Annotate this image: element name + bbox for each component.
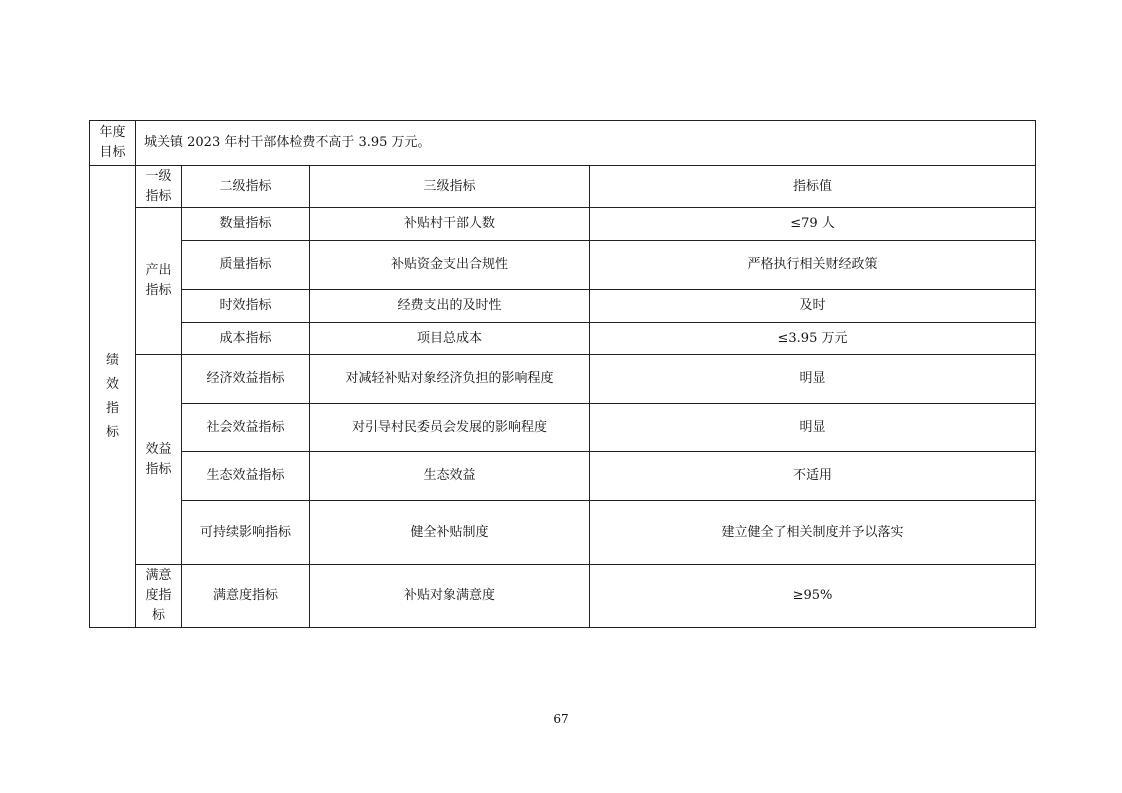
header-level1-cell	[136, 166, 182, 208]
level3-cell: 对引导村民委员会发展的影响程度	[310, 404, 590, 452]
table-row	[90, 501, 1036, 565]
table-row	[90, 404, 1036, 452]
annual-goal-label-cell	[90, 121, 136, 166]
header-value: 指标值	[590, 166, 1036, 208]
value-cell: 建立健全了相关制度并予以落实	[590, 501, 1036, 565]
value-cell: ≥95%	[590, 565, 1036, 628]
level2-cell: 数量指标	[182, 208, 310, 241]
annual-goal-text: 城关镇 2023 年村干部体检费不高于 3.95 万元。	[136, 121, 1036, 166]
table-row	[90, 290, 1036, 323]
performance-label: 绩效指标	[105, 352, 119, 440]
level2-cell: 社会效益指标	[182, 404, 310, 452]
performance-label-cell	[90, 166, 136, 628]
value-cell: 明显	[590, 355, 1036, 404]
annual-goal-row	[90, 121, 1036, 166]
level2-cell: 满意度指标	[182, 565, 310, 628]
header-row	[90, 166, 1036, 208]
header-level1: 一级指标	[145, 168, 172, 204]
group-label-cell	[136, 565, 182, 628]
group-label-cell	[136, 208, 182, 355]
group-label-satisfaction: 满意度指标	[145, 568, 172, 623]
table-row	[90, 355, 1036, 404]
level3-cell: 补贴资金支出合规性	[310, 241, 590, 290]
level2-cell: 质量指标	[182, 241, 310, 290]
table-row	[90, 565, 1036, 628]
level2-cell: 时效指标	[182, 290, 310, 323]
value-cell: 明显	[590, 404, 1036, 452]
level3-cell: 项目总成本	[310, 323, 590, 355]
header-level3: 三级指标	[310, 166, 590, 208]
table-row	[90, 452, 1036, 501]
value-cell: 严格执行相关财经政策	[590, 241, 1036, 290]
value-cell: ≤3.95 万元	[590, 323, 1036, 355]
value-cell: ≤79 人	[590, 208, 1036, 241]
level3-cell: 健全补贴制度	[310, 501, 590, 565]
value-cell: 不适用	[590, 452, 1036, 501]
level3-cell: 经费支出的及时性	[310, 290, 590, 323]
level2-cell: 成本指标	[182, 323, 310, 355]
page-number: 67	[553, 712, 569, 726]
value-cell: 及时	[590, 290, 1036, 323]
group-label-output: 产出指标	[145, 263, 172, 298]
level2-cell: 可持续影响指标	[182, 501, 310, 565]
level2-cell: 经济效益指标	[182, 355, 310, 404]
level3-cell: 生态效益	[310, 452, 590, 501]
level3-cell: 补贴村干部人数	[310, 208, 590, 241]
table-row	[90, 241, 1036, 290]
group-label-cell	[136, 355, 182, 565]
level3-cell: 对减轻补贴对象经济负担的影响程度	[310, 355, 590, 404]
level3-cell: 补贴对象满意度	[310, 565, 590, 628]
level2-cell: 生态效益指标	[182, 452, 310, 501]
group-label-benefit: 效益指标	[145, 441, 172, 477]
header-level2: 二级指标	[182, 166, 310, 208]
table-row	[90, 208, 1036, 241]
performance-table	[89, 120, 1036, 628]
table-row	[90, 323, 1036, 355]
annual-goal-label: 年度目标	[99, 125, 126, 160]
